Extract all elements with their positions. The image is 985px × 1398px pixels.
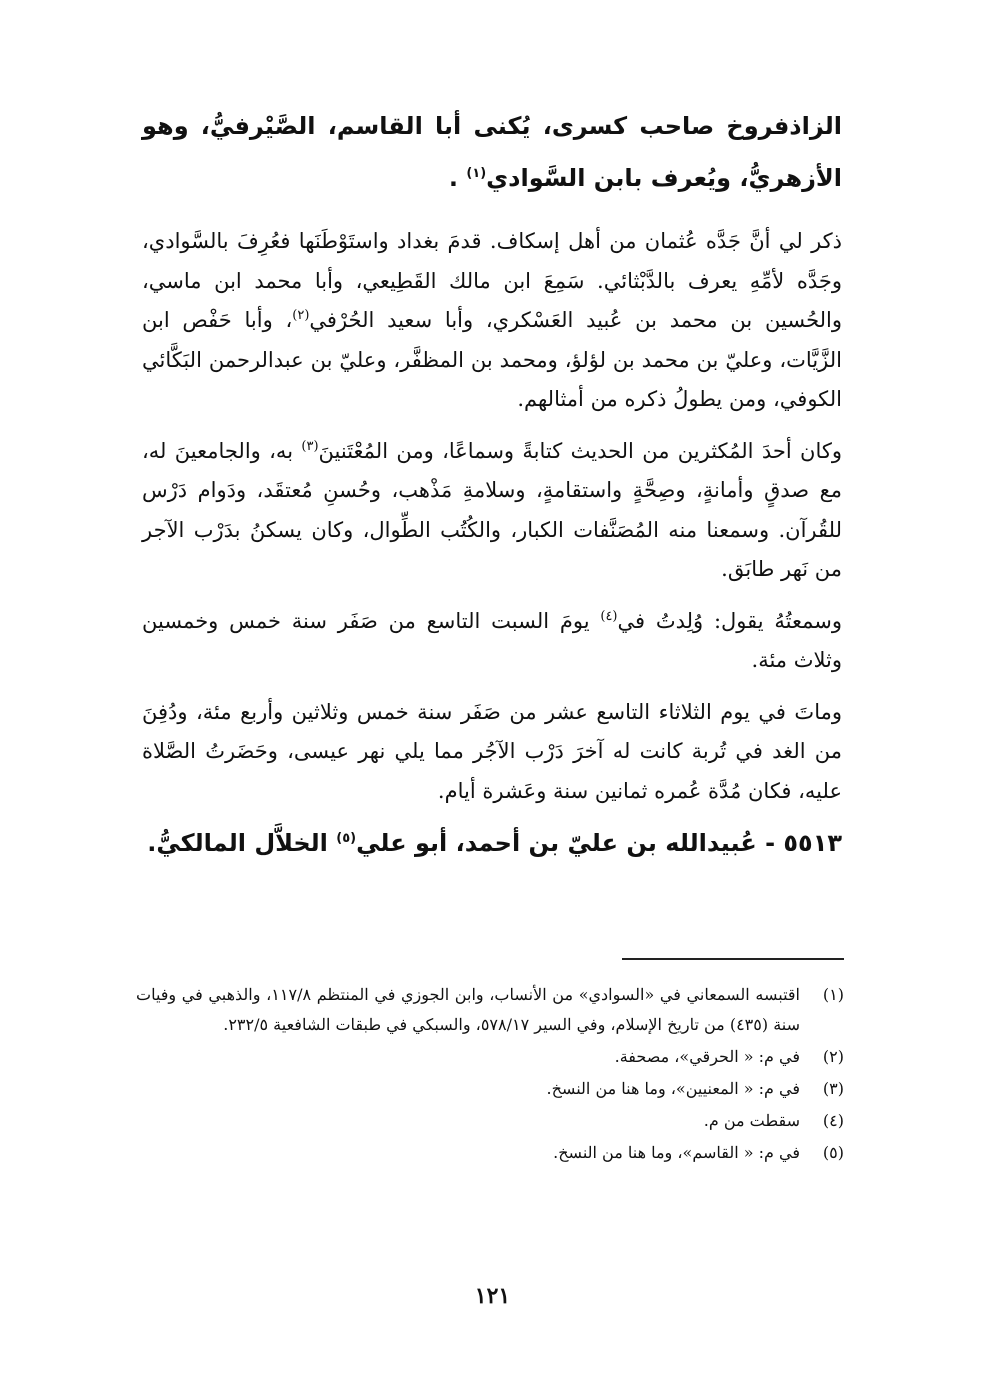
footnote-text: اقتبسه السمعاني في «السوادي» من الأنساب، وابن الجوزي في المنتظم ١١٧/٨، والذهبي في وفيات سنة (٤٣٥) من تاريخ الإسلام، وفي السير ٥٧٨/١٧، والسبكي في طبقات الشافعية ٢٣٢/٥. — [136, 985, 801, 1034]
footnote-item — [136, 1106, 844, 1136]
paragraph-text: يومَ السبت التاسع من صَفَر سنة خمس وخمسين وثلاث مئة. — [142, 608, 842, 672]
entry-continuation-text: الزاذفروخ صاحب كسرى، يُكنى أبا القاسم، الصَّيْرفيُّ، وهو الأزهريُّ، ويُعرف بابن السَّوادي — [142, 112, 842, 192]
footnote-item — [136, 980, 844, 1040]
footnote-text: في م: « المعنيين»، وما هنا من النسخ. — [546, 1079, 800, 1098]
paragraph-text: وماتَ في يوم الثلاثاء التاسع عشر من صَفَر سنة خمس وثلاثين وأربع مئة، ودُفِنَ من الغد في تُربة كانت له آخرَ دَرْب الآجُر مما يلي نهر عيسى، وحَضَرتُ الصَّلاة عليه، فكان مُدَّة عُمره ثمانين سنة وعَشرة أيام. — [142, 699, 842, 803]
footnote-divider — [622, 958, 844, 960]
page-number: ١٢١ — [474, 1283, 511, 1309]
footnote-number: (٣) — [822, 1079, 844, 1098]
paragraph-death — [142, 693, 842, 812]
footnotes — [136, 980, 844, 1170]
entry-continuation — [142, 100, 842, 204]
footnote-number: (٤) — [822, 1111, 844, 1130]
footnote-item — [136, 1074, 844, 1104]
footnote-ref-2: (٢) — [292, 308, 310, 323]
footnote-text: سقطت من م. — [703, 1111, 800, 1130]
entry-continuation-tail: . — [448, 164, 467, 192]
paragraph-character — [142, 432, 842, 590]
entry-dash: - — [756, 829, 784, 857]
footnote-text: في م: « الحرقي»، مصحفة. — [614, 1047, 800, 1066]
footnote-ref-5: (٥) — [336, 831, 357, 846]
paragraph-text: وكان أحدَ المُكثرين من الحديث كتابةً وسماعًا، ومن المُعْتَنينَ — [318, 438, 843, 463]
footnote-number: (٥) — [822, 1143, 844, 1162]
footnote-text: في م: « القاسم»، وما هنا من النسخ. — [553, 1143, 800, 1162]
footnote-ref-4: (٤) — [600, 608, 618, 624]
next-entry-heading — [142, 823, 842, 863]
footnote-number: (٢) — [822, 1047, 844, 1066]
paragraph-text: ، وأبا حَفْص ابن الزَّيَّات، وعليّ بن محمد بن لؤلؤ، ومحمد بن المظفَّر، وعليّ بن عبدالرحمن البَكَّائي الكوفي، ومن يطولُ ذكره من أمثالهم. — [142, 308, 842, 411]
footnote-ref-3: (٣) — [301, 438, 319, 454]
paragraph-text: ذكر لي أنَّ جَدَّه عُثمان من أهل إسكاف. قدمَ بغداد واستَوْطَنَها فعُرِفَ بالسَّوادي، وجَدَّه لأمِّهِ يعرف بالدَّبْثائي. سَمِعَ ابن مالك القَطِيعي، وأبا محمد ابن ماسي، والحُسين بن محمد بن عُبيد العَسْكري، وأبا سعيد الحُرْفي — [142, 229, 842, 332]
footnote-number: (١) — [822, 985, 844, 1004]
footnote-item — [136, 1138, 844, 1168]
entry-name: عُبيدالله بن عليّ بن أحمد، أبو علي — [356, 829, 757, 857]
footnote-item — [136, 1042, 844, 1072]
main-text — [142, 100, 842, 863]
paragraph-teachers — [142, 222, 842, 420]
paragraph-text: به، والجامعينَ له، مع صدقٍ وأمانةٍ، وصِحَّةٍ واستقامةٍ، وسلامةِ مَذْهب، وحُسنِ مُعتقَد، ودَوام دَرْس للقُرآن. وسمعنا منه المُصَنَّفات الكبار، والكُتُب الطِّوال، وكان يسكنُ بدَرْب الآجر من نَهر طابَق. — [142, 438, 842, 581]
entry-number: ٥٥١٣ — [783, 829, 842, 857]
paragraph-text: وسمعتُهُ يقول: وُلِدتُ في — [617, 608, 842, 633]
footnote-ref-1: (١) — [466, 166, 487, 181]
paragraph-birth — [142, 602, 842, 681]
entry-nisba: الخلاَّل المالكيُّ. — [147, 829, 337, 857]
